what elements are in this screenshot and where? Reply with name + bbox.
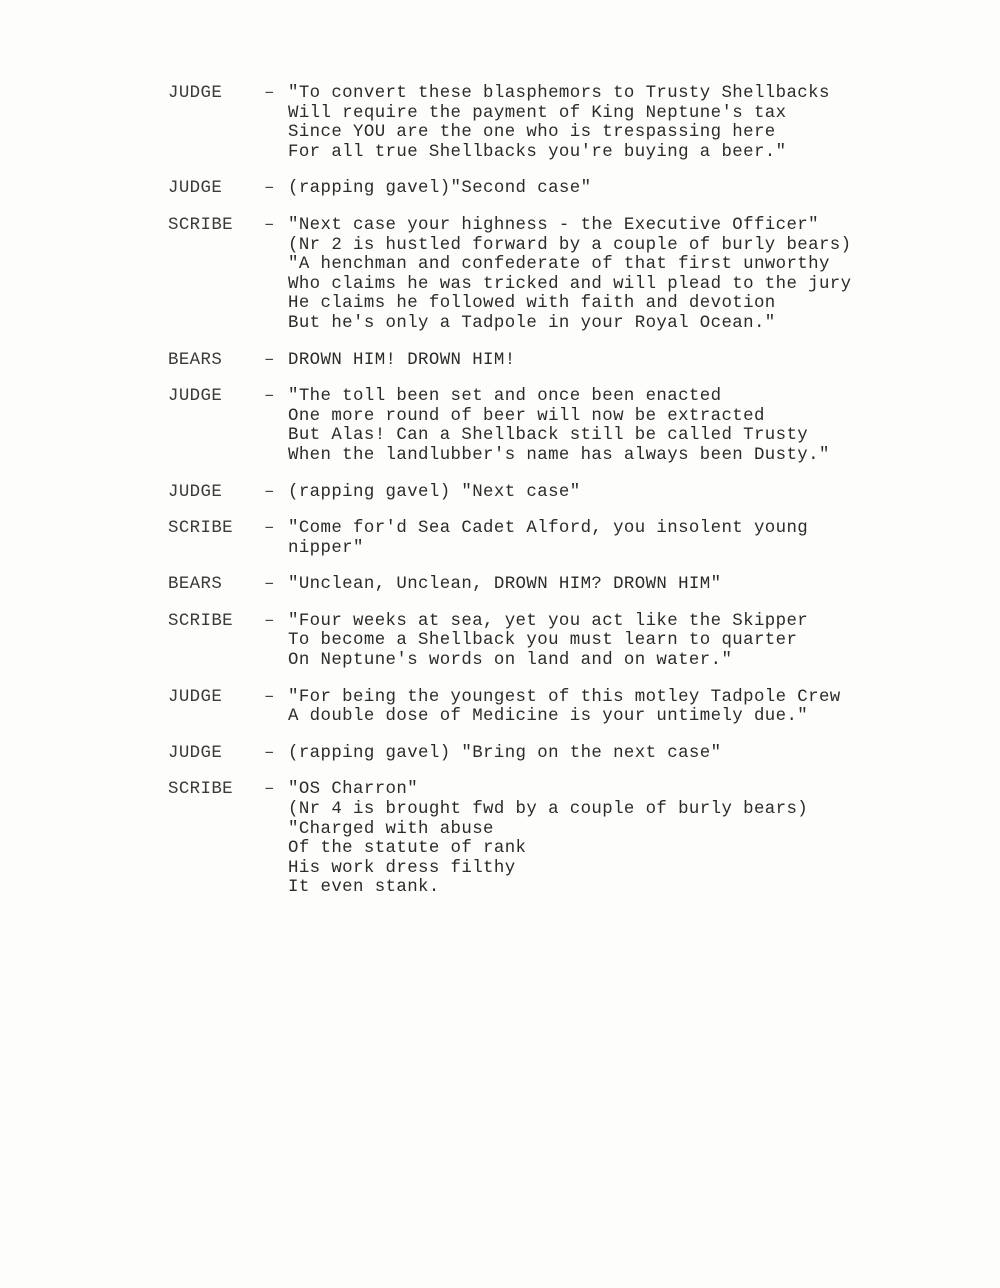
dialogue-line: For all true Shellbacks you're buying a beer." [288, 142, 787, 162]
dialogue-entry [168, 483, 968, 503]
speaker-name: BEARS [168, 575, 223, 595]
dialogue-line: "For being the youngest of this motley Tadpole Crew [288, 687, 841, 707]
dash-separator: – [264, 84, 275, 103]
dialogue-line: DROWN HIM! DROWN HIM! [288, 350, 516, 370]
dialogue-entry [168, 351, 968, 371]
dialogue-line: "Charged with abuse [288, 819, 494, 839]
dash-separator: – [264, 780, 275, 800]
dialogue-line: "To convert these blasphemors to Trusty Shellbacks [288, 84, 830, 103]
speaker-name: JUDGE [168, 179, 223, 199]
dialogue-line: When the landlubber's name has always been Dusty." [288, 445, 830, 465]
dialogue-line: His work dress filthy [288, 858, 516, 878]
speaker-name: SCRIBE [168, 519, 234, 539]
dialogue-line: (Nr 4 is brought fwd by a couple of burly bears) [288, 800, 809, 820]
dash-separator: – [264, 350, 275, 370]
dialogue-line: "Four weeks at sea, yet you act like the Skipper [288, 611, 809, 631]
dialogue-entry [168, 575, 968, 595]
dialogue-lines [288, 179, 968, 199]
speaker-name: SCRIBE [168, 611, 234, 631]
speaker-name: SCRIBE [168, 215, 234, 235]
dialogue-line: But Alas! Can a Shellback still be called Trusty [288, 426, 809, 446]
dialogue-line: It even stank. [288, 878, 440, 898]
speaker-name: BEARS [168, 350, 223, 370]
dialogue-line: "OS Charron" [288, 780, 419, 800]
speaker-name: JUDGE [168, 743, 223, 763]
dash-separator: – [264, 743, 275, 763]
dialogue-entry [168, 216, 968, 334]
dash-separator: – [264, 575, 275, 595]
dialogue-line: "The toll been set and once been enacted [288, 387, 722, 407]
dialogue-lines [288, 387, 968, 465]
dialogue-line: (Nr 2 is hustled forward by a couple of burly bears) [288, 235, 852, 255]
dialogue-line: (rapping gavel)"Second case" [288, 179, 592, 199]
dialogue-line: nipper" [288, 538, 364, 558]
dialogue-line: He claims he followed with faith and devotion [288, 294, 776, 314]
dialogue-lines [288, 744, 968, 764]
dialogue-lines [288, 84, 968, 162]
dash-separator: – [264, 687, 275, 707]
dialogue-line: Who claims he was tricked and will plead to the jury [288, 274, 852, 294]
dialogue-lines [288, 612, 968, 671]
dialogue-entry [168, 179, 968, 199]
dialogue-line: "Unclean, Unclean, DROWN HIM? DROWN HIM" [288, 575, 722, 595]
dialogue-lines [288, 780, 968, 898]
dash-separator: – [264, 215, 275, 235]
dialogue-lines [288, 688, 968, 727]
dialogue-entry [168, 612, 968, 671]
script-body [168, 84, 968, 915]
dialogue-line: Since YOU are the one who is trespassing here [288, 123, 776, 143]
speaker-name: JUDGE [168, 387, 223, 407]
dash-separator: – [264, 387, 275, 407]
dash-separator: – [264, 519, 275, 539]
dialogue-entry [168, 744, 968, 764]
dialogue-line: (rapping gavel) "Next case" [288, 482, 581, 502]
dialogue-lines [288, 519, 968, 558]
dialogue-entry [168, 519, 968, 558]
dialogue-line: One more round of beer will now be extracted [288, 406, 765, 426]
dialogue-line: Of the statute of rank [288, 839, 527, 859]
dialogue-lines [288, 483, 968, 503]
dialogue-line: On Neptune's words on land and on water." [288, 651, 733, 671]
dialogue-lines [288, 575, 968, 595]
dialogue-entry [168, 84, 968, 162]
speaker-name: SCRIBE [168, 780, 234, 800]
dialogue-entry [168, 780, 968, 898]
speaker-name: JUDGE [168, 482, 223, 502]
speaker-name: JUDGE [168, 84, 223, 103]
dash-separator: – [264, 179, 275, 199]
dialogue-line: (rapping gavel) "Bring on the next case" [288, 743, 722, 763]
dialogue-lines [288, 216, 968, 334]
dialogue-line: "Come for'd Sea Cadet Alford, you insolent young [288, 519, 809, 539]
speaker-name: JUDGE [168, 687, 223, 707]
dialogue-line: But he's only a Tadpole in your Royal Ocean." [288, 313, 776, 333]
dialogue-entry [168, 387, 968, 465]
dialogue-lines [288, 351, 968, 371]
dialogue-entry [168, 688, 968, 727]
dialogue-line: "Next case your highness - the Executive Officer" [288, 215, 819, 235]
dialogue-line: "A henchman and confederate of that first unworthy [288, 255, 830, 275]
dash-separator: – [264, 482, 275, 502]
dash-separator: – [264, 611, 275, 631]
dialogue-line: To become a Shellback you must learn to quarter [288, 631, 798, 651]
dialogue-line: Will require the payment of King Neptune's tax [288, 103, 787, 123]
dialogue-line: A double dose of Medicine is your untimely due." [288, 707, 809, 727]
